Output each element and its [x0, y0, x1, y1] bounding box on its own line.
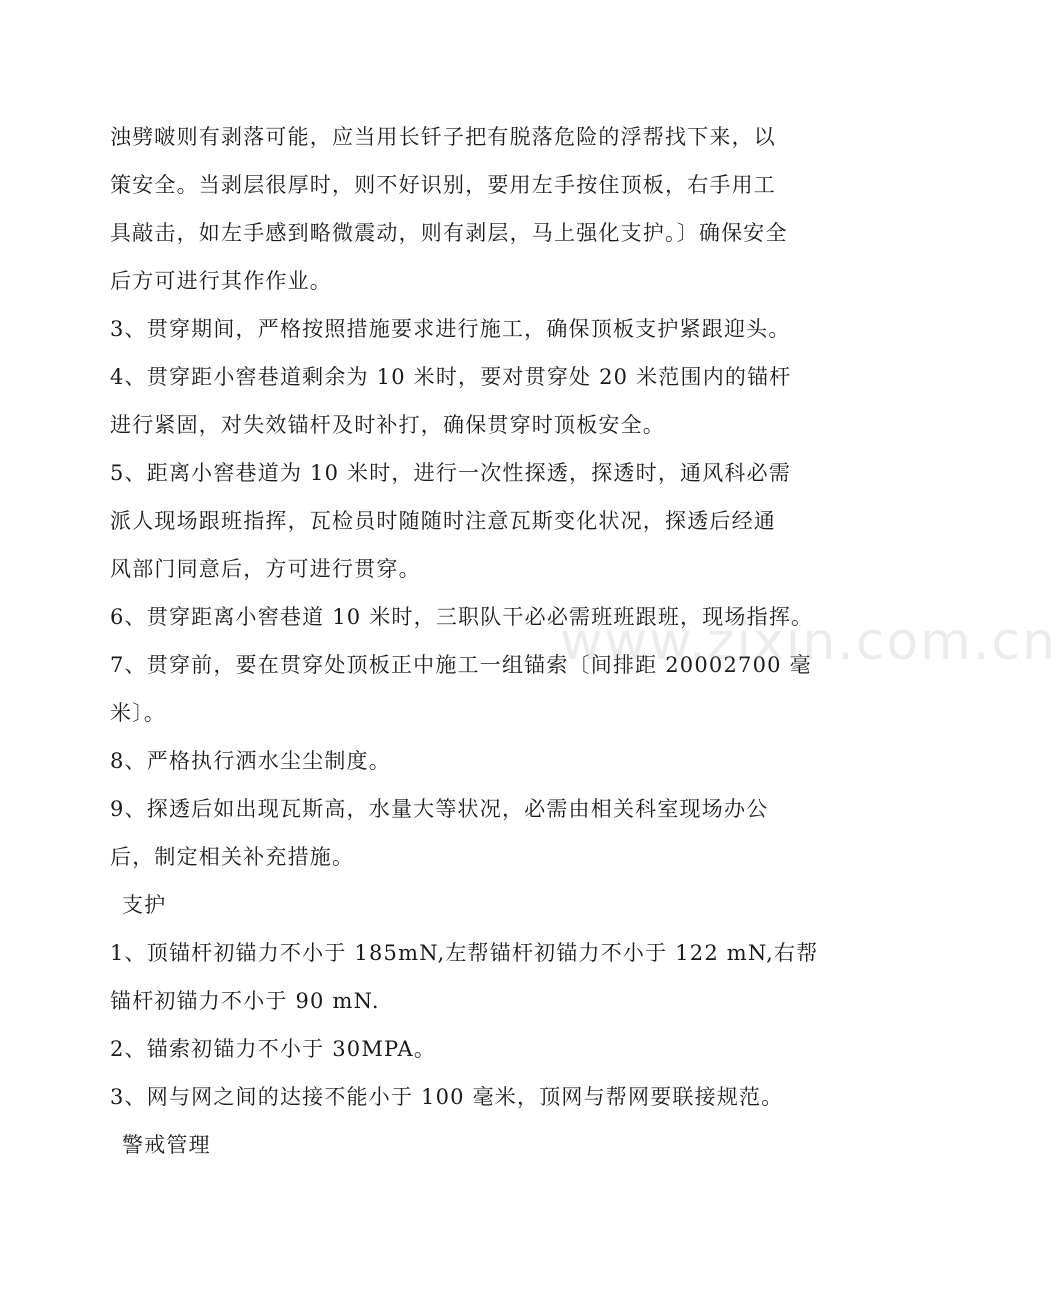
list-item-6: 6、贯穿距离小窖巷道 10 米时，三职队干必必需班班跟班，现场指挥。 [110, 605, 814, 629]
list-item-3: 3、网与网之间的达接不能小于 100 毫米，顶网与帮网要联接规范。 [110, 1085, 784, 1109]
list-item-2: 2、锚索初锚力不小于 30MPA。 [110, 1037, 437, 1061]
text-line: 后，制定相关补充措施。 [110, 845, 355, 869]
text-line: 米〕。 [110, 701, 167, 725]
list-item-5: 5、距离小窖巷道为 10 米时，进行一次性探透，探透时，通风科必需 [110, 461, 792, 485]
text-line: 具敲击，如左手感到略微震动，则有剥层，马上强化支护。〕确保安全 [110, 221, 788, 245]
text-line: 进行紧固，对失效锚杆及时补打，确保贯穿时顶板安全。 [110, 413, 665, 437]
list-item-1: 1、顶锚杆初锚力不小于 185mN,左帮锚杆初锚力不小于 122 mN,右帮 [110, 941, 819, 965]
text-line: 后方可进行其作作业。 [110, 269, 332, 293]
text-line: 风部门同意后，方可进行贯穿。 [110, 557, 421, 581]
list-item-8: 8、严格执行洒水尘尘制度。 [110, 749, 391, 773]
text-line: 策安全。当剥层很厚时，则不好识别，要用左手按住顶板，右手用工 [110, 173, 776, 197]
list-item-3: 3、贯穿期间，严格按照措施要求进行施工，确保顶板支护紧跟迎头。 [110, 317, 791, 341]
text-line: 派人现场跟班指挥，瓦检员时随随时注意瓦斯变化状况，探透后经通 [110, 509, 776, 533]
section-heading-support: 支护 [122, 893, 167, 917]
list-item-9: 9、探透后如出现瓦斯高，水量大等状况，必需由相关科室现场办公 [110, 797, 769, 821]
text-line: 浊劈啵则有剥落可能，应当用长钎子把有脱落危险的浮帮找下来，以 [110, 125, 776, 149]
section-heading-alert-management: 警戒管理 [122, 1133, 211, 1157]
text-line: 锚杆初锚力不小于 90 mN. [110, 989, 380, 1013]
list-item-7: 7、贯穿前，要在贯穿处顶板正中施工一组锚索〔间排距 20002700 毫 [110, 653, 812, 677]
watermark: www.zixin.com.cn [560, 612, 1057, 672]
list-item-4: 4、贯穿距小窖巷道剩余为 10 米时，要对贯穿处 20 米范围内的锚杆 [110, 365, 792, 389]
